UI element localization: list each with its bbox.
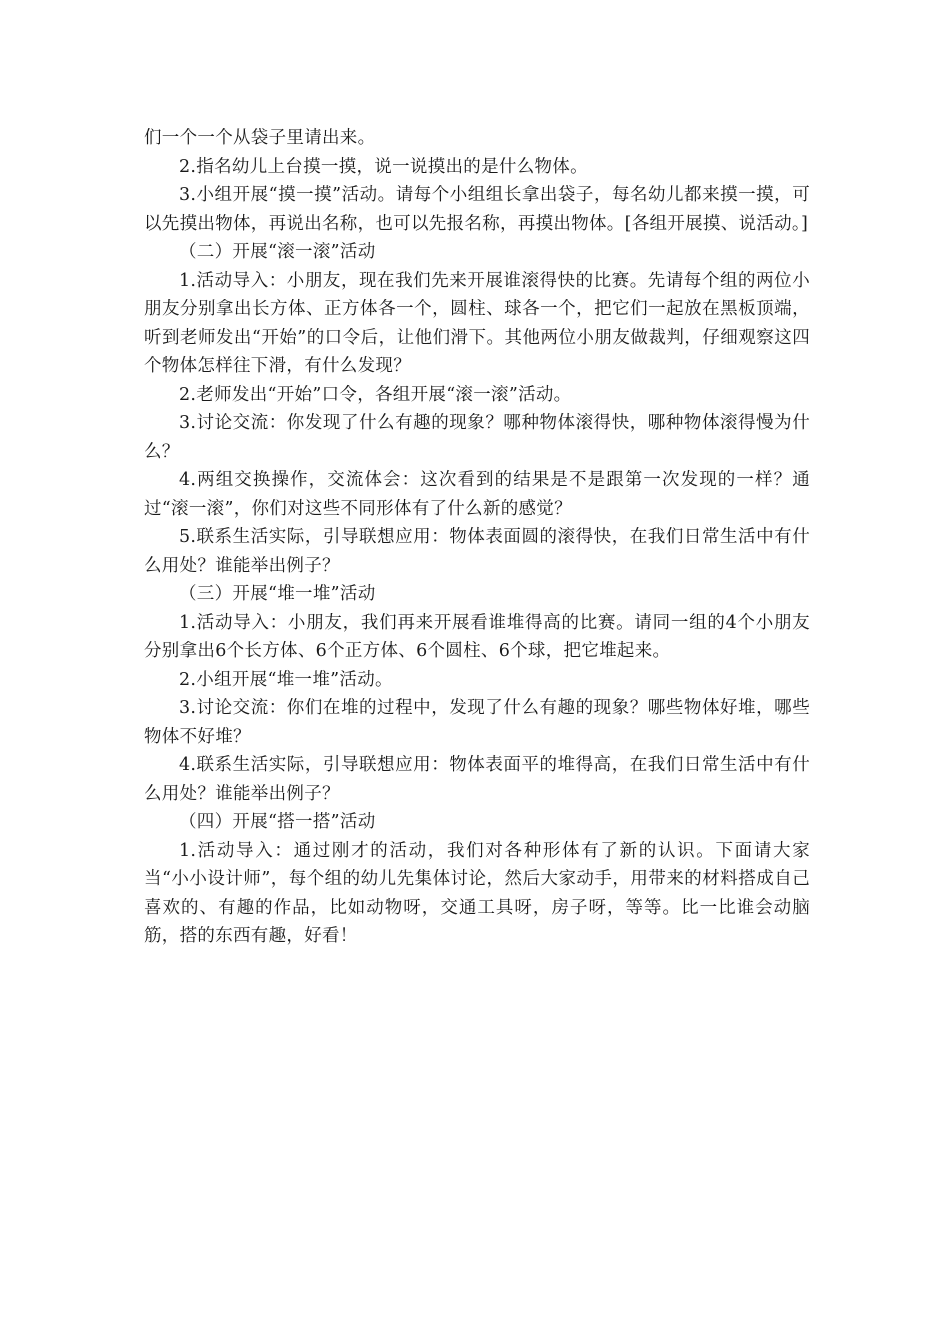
paragraph: 2.指名幼儿上台摸一摸，说一说摸出的是什么物体。 (179, 156, 588, 177)
paragraph: 们一个一个从袋子里请出来。 (144, 128, 376, 148)
section-heading: （三）开展“堆一堆”活动 (179, 584, 376, 604)
paragraph: 5.联系生活实际，引导联想应用：物体表面圆的滚得快，在我们日常生活中有什么用处？谁能举出例子？ (144, 527, 810, 576)
paragraph: 2.老师发出“开始”口令，各组开展“滚一滚”活动。 (179, 384, 572, 405)
paragraph: 3.讨论交流：你发现了什么有趣的现象？哪种物体滚得快，哪种物体滚得慢为什么？ (144, 413, 810, 462)
paragraph: 3.讨论交流：你们在堆的过程中，发现了什么有趣的现象？哪些物体好堆，哪些物体不好堆？ (144, 698, 810, 747)
paragraph: 3.小组开展“摸一摸”活动。请每个小组组长拿出袋子，每名幼儿都来摸一摸，可以先摸出物体，再说出名称，也可以先报名称，再摸出物体。[各组开展摸、说活动。] (144, 185, 810, 234)
section-heading: （四）开展“搭一搭”活动 (179, 812, 376, 832)
section-heading: （二）开展“滚一滚”活动 (179, 242, 376, 262)
paragraph: 4.联系生活实际，引导联想应用：物体表面平的堆得高，在我们日常生活中有什么用处？谁能举出例子？ (144, 755, 810, 804)
document-body (144, 124, 810, 951)
paragraph: 1.活动导入：小朋友，我们再来开展看谁堆得高的比赛。请同一组的4个小朋友分别拿出6个长方体、6个正方体、6个圆柱、6个球，把它堆起来。 (144, 612, 810, 661)
paragraph: 2.小组开展“堆一堆”活动。 (179, 669, 393, 690)
paragraph: 4.两组交换操作，交流体会：这次看到的结果是不是跟第一次发现的一样？通过“滚一滚”，你们对这些不同形体有了什么新的感觉？ (144, 470, 810, 519)
paragraph: 1.活动导入：通过刚才的活动，我们对各种形体有了新的认识。下面请大家当“小小设计师”，每个组的幼儿先集体讨论，然后大家动手，用带来的材料搭成自己喜欢的、有趣的作品，比如动物呀，交通工具呀，房子呀，等等。比一比谁会动脑筋，搭的东西有趣，好看！ (144, 840, 810, 946)
paragraph: 1.活动导入：小朋友，现在我们先来开展谁滚得快的比赛。先请每个组的两位小朋友分别拿出长方体、正方体各一个，圆柱、球各一个，把它们一起放在黑板顶端，听到老师发出“开始”的口令后，让他们滑下。其他两位小朋友做裁判，仔细观察这四个物体怎样往下滑，有什么发现？ (144, 270, 810, 376)
